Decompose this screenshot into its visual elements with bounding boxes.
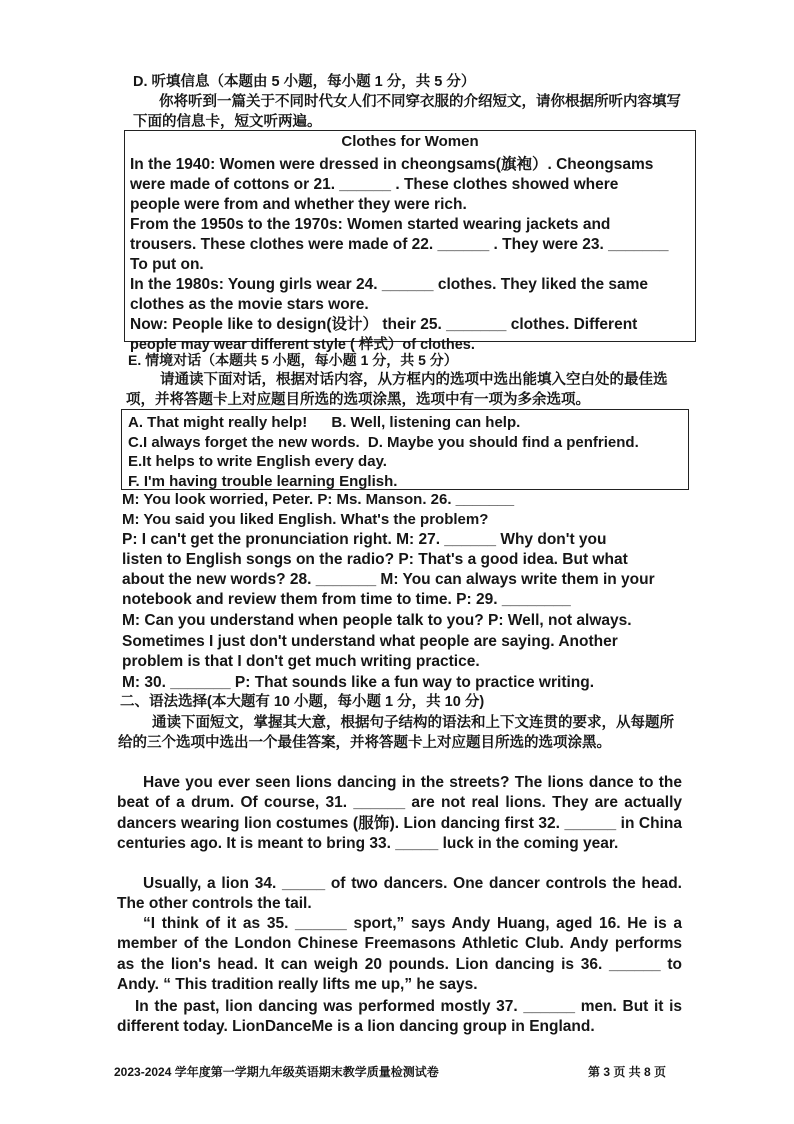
option-f: F. I'm having trouble learning English.	[128, 472, 398, 490]
option-b: B. Well, listening can help.	[331, 414, 521, 431]
section-2-instruction: 通读下面短文，掌握其大意，根据句子结构的语法和上下文连贯的要求，从每题所给的三个选项中选出一个最佳答案，并将答题卡上对应题目所选的选项涂黑。	[118, 715, 674, 751]
section-d-title: D. 听填信息（本题由 5 小题，每小题 1 分，共 5 分）	[133, 74, 476, 90]
footer-page-number: 第 3 页 共 8 页	[588, 1065, 667, 1079]
option-c: C.I always forget the new words.	[128, 433, 360, 451]
card-line: clothes as the movie stars wore.	[130, 296, 369, 313]
card-line: In the 1940: Women were dressed in cheongsams(旗袍）. Cheongsams	[130, 156, 654, 173]
option-d: D. Maybe you should find a penfriend.	[367, 433, 639, 451]
dialogue-line: M: You said you liked English. What's the problem?	[122, 511, 489, 528]
section-e-title: E. 情境对话（本题共 5 小题，每小题 1 分，共 5 分）	[128, 352, 458, 368]
card-line: Now: People like to design(设计） their 25. _______ clothes. Different	[130, 316, 638, 333]
dialogue-line: M: Can you understand when people talk to you? P: Well, not always.	[122, 612, 632, 629]
card-line: people may wear different style ( 样式）of clothes.	[130, 337, 475, 353]
passage-paragraph: Have you ever seen lions dancing in the streets? The lions dance to the beat of a drum. Of course, 31. ______ are not real lions. They are actually dancers wearing lion costumes (服饰). Lion dancing first 32. ______ in China centuries ago. It is meant to bring 33. _____ luck in the coming year.	[117, 774, 682, 853]
dialogue-line: M: You look worried, Peter. P: Ms. Manson. 26. _______	[122, 491, 515, 508]
card-line: people were from and whether they were rich.	[130, 196, 467, 213]
section-d-instruction: 你将听到一篇关于不同时代女人们不同穿衣服的介绍短文，请你根据所听内容填写下面的信息卡，短文听两遍。	[133, 94, 681, 130]
card-line: trousers. These clothes were made of 22. ______ . They were 23. _______	[130, 236, 669, 253]
option-a: A. That might really help!	[128, 414, 308, 431]
dialogue-line: about the new words? 28. _______ M: You can always write them in your	[122, 571, 655, 588]
dialogue-line: M: 30. _______ P: That sounds like a fun way to practice writing.	[122, 674, 595, 691]
dialogue-line: problem is that I don't get much writing practice.	[122, 653, 480, 670]
passage-paragraph: “I think of it as 35. ______ sport,” says Andy Huang, aged 16. He is a member of the London Chinese Freemasons Athletic Club. Andy performs as the lion's head. It can weigh 20 pounds. Lion dancing is 36. ______ to Andy. “ This tradition really lifts me up,” he says.	[117, 915, 682, 994]
options-box	[121, 409, 689, 490]
option-row	[128, 413, 682, 433]
option-row	[128, 433, 682, 453]
passage-paragraph: In the past, lion dancing was performed mostly 37. ______ men. But it is different today. LionDanceMe is a lion dancing group in England.	[117, 998, 682, 1036]
section-2-title: 二、语法选择(本大题有 10 小题，每小题 1 分，共 10 分)	[120, 694, 485, 710]
dialogue-line: listen to English songs on the radio? P: That's a good idea. But what	[122, 551, 628, 568]
passage-paragraph: Usually, a lion 34. _____ of two dancers. One dancer controls the head. The other controls the tail.	[117, 875, 682, 913]
card-line: were made of cottons or 21. ______ . These clothes showed where	[130, 176, 619, 193]
footer-exam-title: 2023-2024 学年度第一学期九年级英语期末教学质量检测试卷	[114, 1065, 439, 1079]
option-row	[128, 452, 682, 472]
info-card-title: Clothes for Women	[341, 133, 479, 150]
dialogue-line: Sometimes I just don't understand what people are saying. Another	[122, 633, 618, 650]
card-line: To put on.	[130, 256, 204, 273]
card-line: From the 1950s to the 1970s: Women started wearing jackets and	[130, 216, 611, 233]
option-e: E.It helps to write English every day.	[128, 453, 387, 470]
card-line: In the 1980s: Young girls wear 24. ______ clothes. They liked the same	[130, 276, 649, 293]
section-e-instruction: 请通读下面对话，根据对话内容，从方框内的选项中选出能填入空白处的最佳选项，并将答题卡上对应题目所选的选项涂黑，选项中有一项为多余选项。	[126, 372, 668, 408]
option-row	[128, 472, 682, 492]
dialogue-line: P: I can't get the pronunciation right. M: 27. ______ Why don't you	[122, 531, 607, 548]
dialogue-line: notebook and review them from time to time. P: 29. ________	[122, 591, 571, 608]
